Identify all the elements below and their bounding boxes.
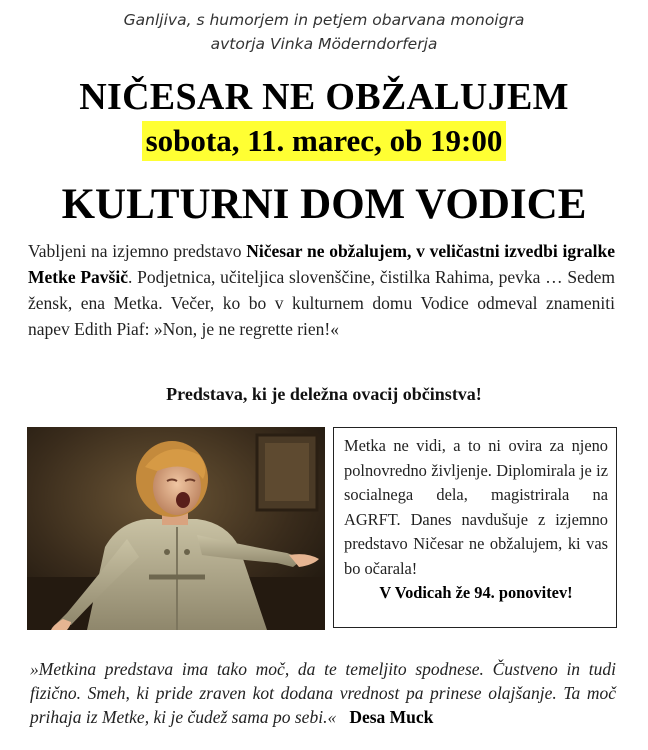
bio-highlight: V Vodicah že 94. ponovitev! <box>379 583 573 602</box>
performer-photo <box>27 427 325 630</box>
quote-author: Desa Muck <box>349 707 434 727</box>
quote-text: »Metkina predstava ima tako moč, da te temeljito spodnese. Čustveno in tudi fizično. Smeh, ki pride zraven kot dodana vrednost pa prinese olajšanje. Ta moč prihaja iz Metke, ki je čudež sama po sebi.« <box>30 659 616 727</box>
bio-text: Metka ne vidi, a to ni ovira za njeno polnovredno življenje. Diplomirala je iz socialnega dela, magistrirala na AGRFT. Danes navdušuje z izjemno predstavo Ničesar ne obžalujem, ki vas bo očarala! <box>344 436 608 578</box>
venue-heading: KULTURNI DOM VODICE <box>61 181 587 228</box>
bio-box <box>333 427 617 628</box>
date-banner <box>0 121 648 161</box>
intro-lead: Vabljeni na izjemno predstavo <box>28 241 242 261</box>
testimonial-quote <box>30 657 616 729</box>
intro-paragraph <box>28 238 615 342</box>
show-title: NIČESAR NE OBŽALUJEM <box>79 76 569 118</box>
subtitle-line-2: avtorja Vinka Möderndorferja <box>210 35 438 53</box>
intro-rest: . Podjetnica, učiteljica slovenščine, čistilka Rahima, pevka … Sedem žensk, ena Metka. Večer, ko bo v kulturnem domu Vodice odmeval znameniti napev Edith Piaf: »Non, je ne regrette rien!« <box>28 267 615 339</box>
subtitle-line-1: Ganljiva, s humorjem in petjem obarvana monoigra <box>123 11 525 29</box>
intro-bold: Ničesar ne obžalujem, v veličastni izvedbi igralke Metke Pavšič <box>28 241 615 287</box>
tagline: Predstava, ki je deležna ovacij občinstva! <box>166 384 482 404</box>
event-date: sobota, 11. marec, ob 19:00 <box>142 121 507 161</box>
